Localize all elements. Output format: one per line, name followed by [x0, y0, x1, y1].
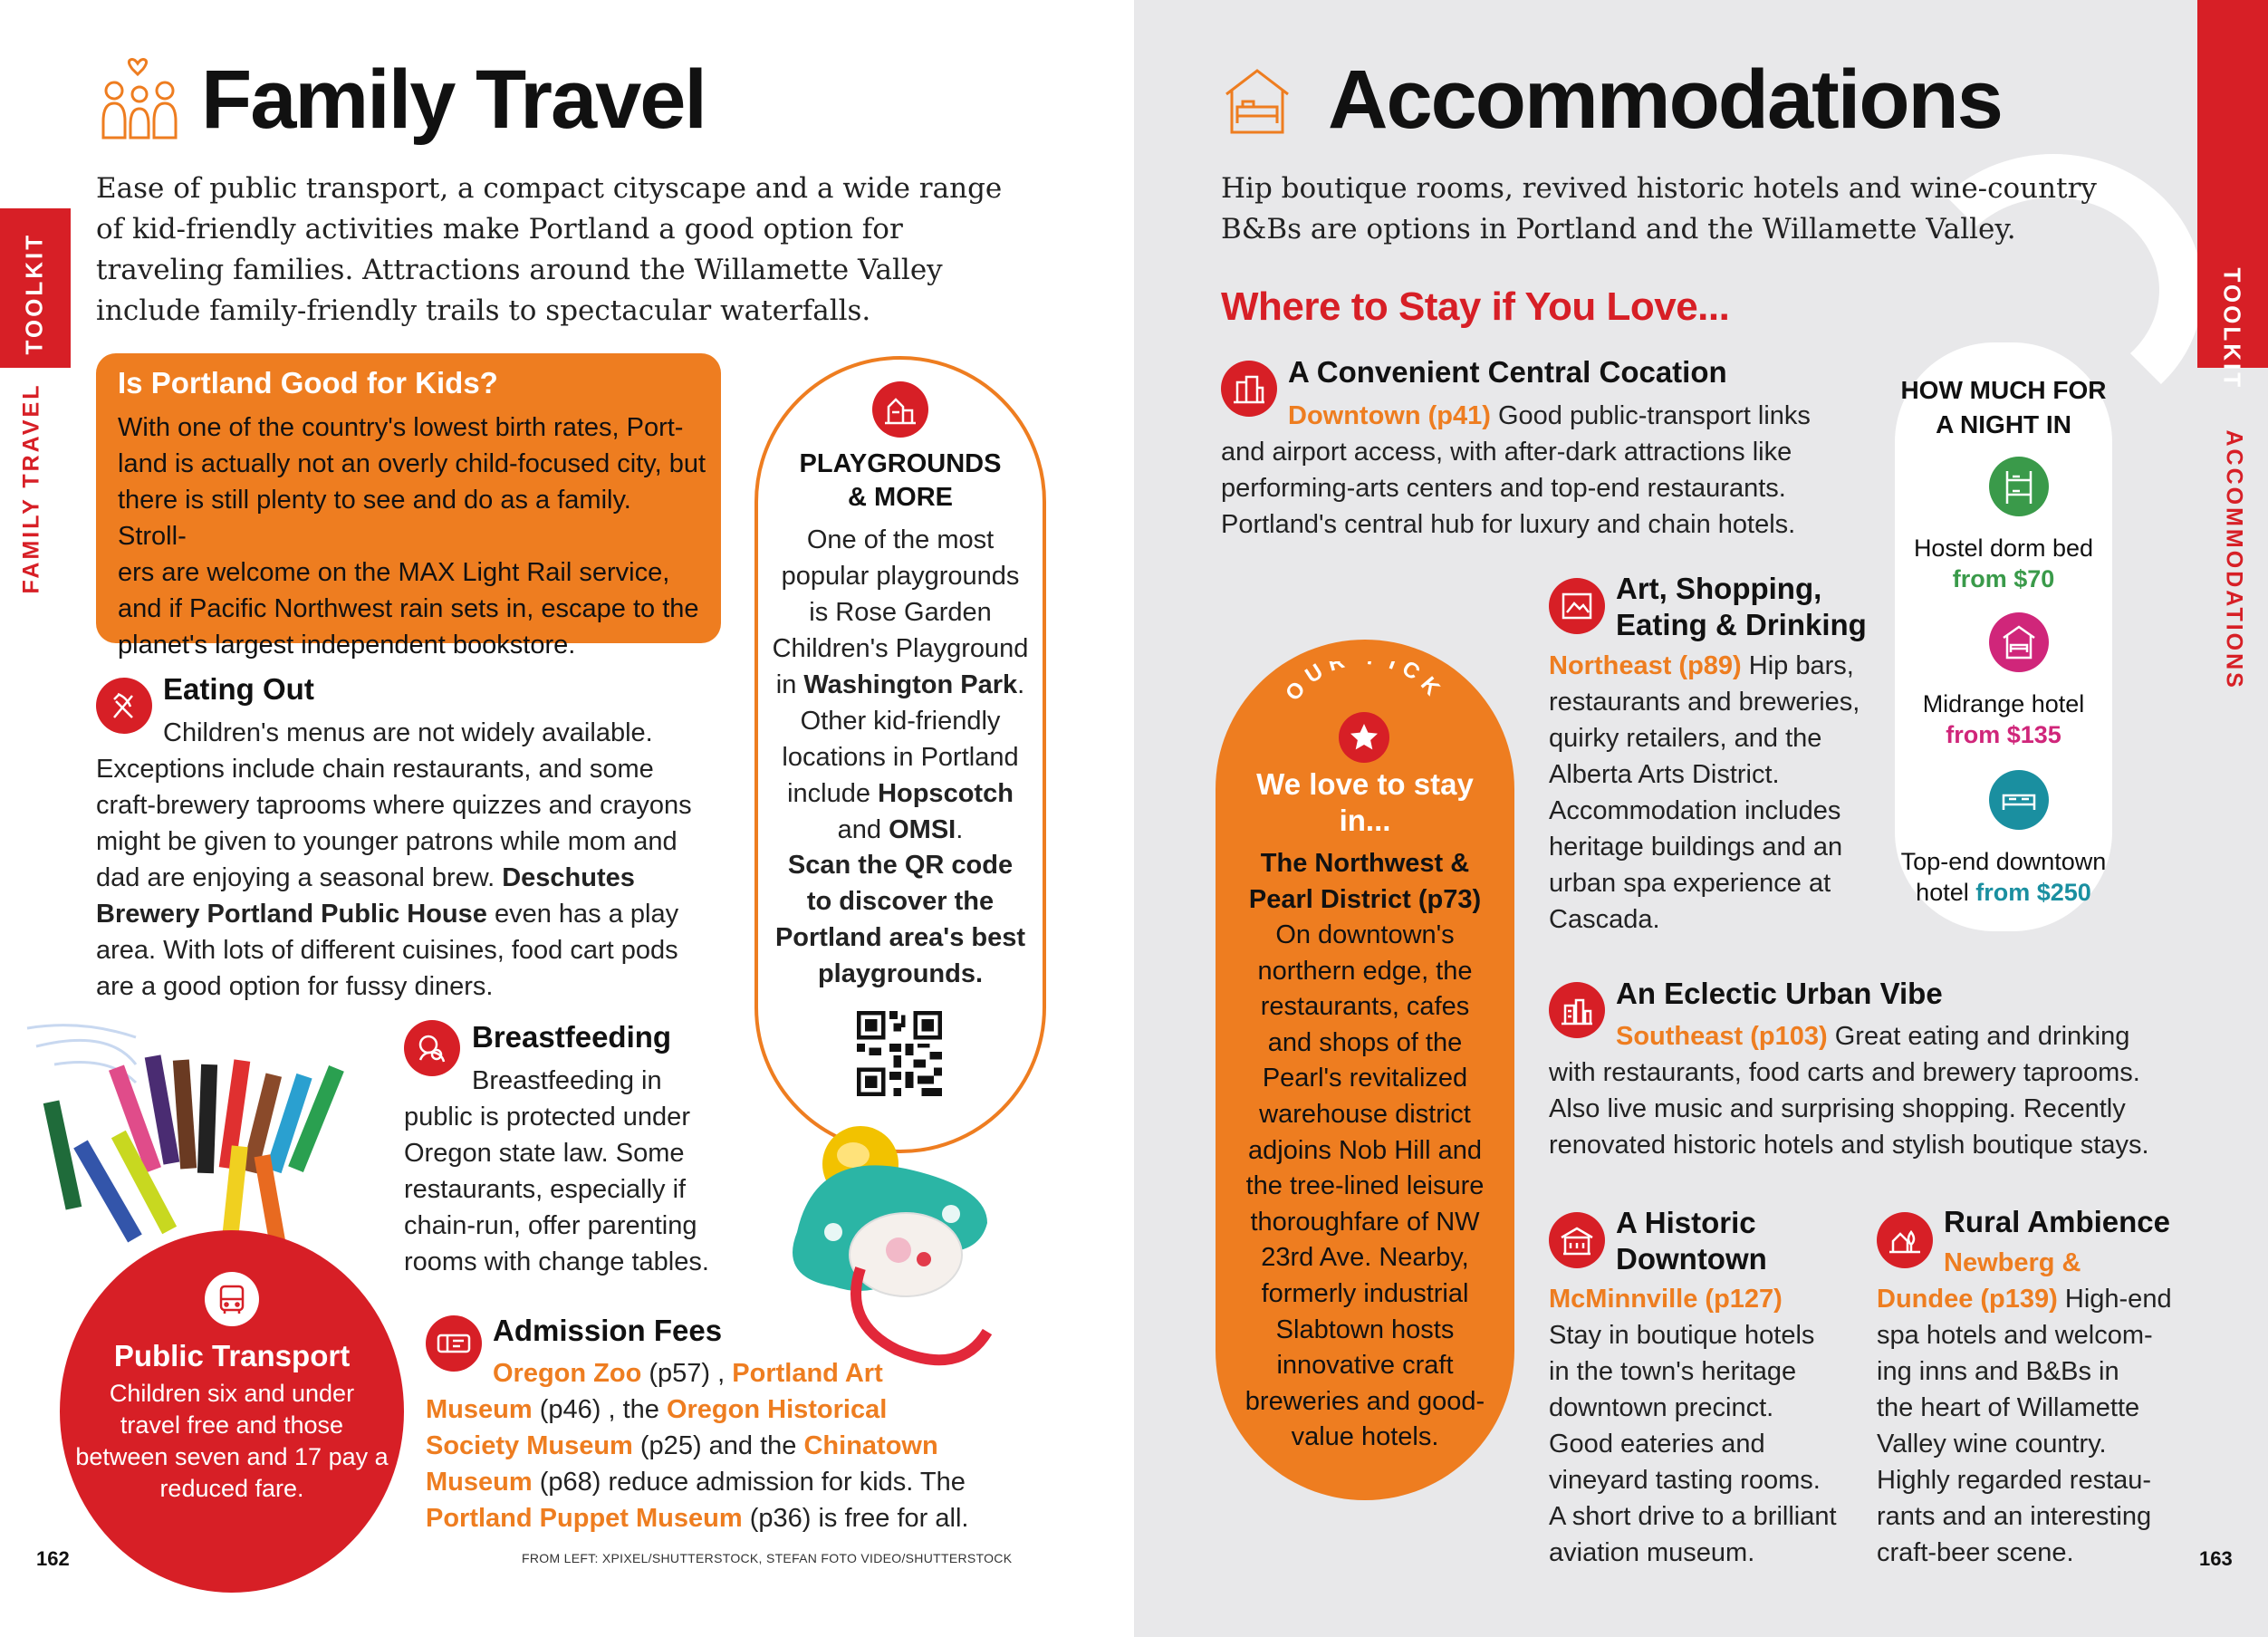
intro-paragraph: Ease of public transport, a compact cityscape and a wide range of kid-friendly activities make Portland a good option for traveling families. Attractions around the Willamette Valley include family-friendly trails to spectacular waterfalls. — [96, 172, 1003, 327]
top-end-label: Top-end downtown hotel from $250 — [1900, 848, 2107, 906]
toolkit-tab-label: TOOLKIT — [2218, 267, 2246, 390]
bus-icon — [205, 1272, 259, 1326]
admission-body: Oregon Zoo (p57) , Portland Art Museum (p46) , the Oregon Historical Society Museum (p25) and the Chinatown Museum (p68) reduce admission for kids. The Portland Puppet Museum (p36) is free for all. — [426, 1359, 969, 1533]
our-pick-love: We love to stay in... — [1256, 767, 1474, 837]
hostel-label: Hostel dorm bed — [1913, 534, 2094, 562]
rural-heading: Rural Ambience — [1944, 1205, 2171, 1238]
rural-body: Newberg & Dundee (p139) High-end spa hotels and welcom- ing inns and B&Bs in the heart of Willamette Valley wine country. Highly regarded restau- rants and an interesting craft-beer scene. — [1877, 1248, 2172, 1567]
historic-building-icon — [1549, 1212, 1605, 1268]
playground-icon — [872, 381, 928, 438]
toolkit-tab-label: TOOLKIT — [20, 232, 48, 355]
right-page — [1134, 0, 2268, 1637]
admission-heading: Admission Fees — [493, 1314, 723, 1347]
star-icon — [1339, 712, 1389, 763]
public-transport-body: Children six and under travel free and those between seven and 17 pay a reduced fare. — [75, 1380, 389, 1502]
art-body: Northeast (p89) Hip bars, restaurants and breweries, quirky retailers, and the Alberta Arts District. Accommodation includes heritage buildings and an urban spa experience at Cascada. — [1549, 651, 1860, 934]
our-pick-place: The Northwest & Pearl District (p73) — [1248, 849, 1482, 914]
historic-heading: A Historic Downtown — [1616, 1206, 1767, 1276]
family-icon — [94, 56, 185, 147]
kids-box-body: With one of the country's lowest birth rates, Port- land is actually not an overly child-focused city, but there is still plenty to see and do as a family. Stroll- ers are welcome on the MAX Light Rail service, and if Pacific Northwest rain sets in, escape to the planet's largest independent bookstore. — [118, 413, 706, 660]
art-icon — [1549, 578, 1605, 634]
section-tab-label: FAMILY TRAVEL — [18, 382, 44, 594]
section-tab-label: ACCOMMODATIONS — [2221, 429, 2247, 690]
breastfeeding-body: Breastfeeding in public is protected under Oregon state law. Some restaurants, especially if chain-run, offer parenting rooms with change tables. — [404, 1066, 709, 1276]
qr-code[interactable] — [857, 1011, 942, 1096]
page-number: 163 — [2199, 1547, 2233, 1570]
svg-text:OUR PICK: OUR ICK — [1281, 661, 1449, 706]
playgrounds-heading: PLAYGROUNDS & MORE — [799, 449, 1002, 512]
how-much-heading: HOW MUCH FOR A NIGHT IN — [1900, 376, 2107, 438]
central-body: Downtown (p41) Good public-transport links and airport access, with after-dark attractions like performing-arts centers and top-end restaurants. Portland's central hub for luxury and chain hotels. — [1221, 401, 1811, 539]
page-number: 162 — [36, 1547, 70, 1570]
intro-paragraph: Hip boutique rooms, revived historic hotels and wine-country B&Bs are options in Portland and the Willamette Valley. — [1221, 172, 2097, 246]
central-heading: A Convenient Central Cocation — [1288, 355, 1727, 389]
page-title: Accommodations — [1328, 53, 2002, 146]
eating-out-body: Children's menus are not widely available. Exceptions include chain restaurants, and some craft-brewery taprooms where quizzes and crayons might be given to younger patrons while mom and dad are enjoying a seasonal brew. Deschutes Brewery Portland Public House even has a play area. With lots of different cuisines, food cart pods are a good option for fussy diners. — [96, 718, 692, 1001]
midrange-label: Midrange hotel — [1922, 690, 2085, 717]
pacifier-image — [779, 1114, 1042, 1377]
eclectic-heading: An Eclectic Urban Vibe — [1616, 977, 1943, 1010]
historic-body: McMinnville (p127) Stay in boutique hotels in the town's heritage downtown precinct. Good eateries and vineyard tasting rooms. A short drive to a brilliant aviation museum. — [1549, 1285, 1837, 1567]
breastfeeding-heading: Breastfeeding — [472, 1020, 672, 1054]
playgrounds-body: One of the most popular playgrounds is Rose Garden Children's Playground in Washington Park. Other kid-friendly locations in Portland include Hopscotch and OMSI. — [772, 525, 1029, 844]
our-pick-body: On downtown's northern edge, the restaurants, cafes and shops of the Pearl's revitalized warehouse district adjoins Nob Hill and the tree-lined leisure thoroughfare of NW 23rd Ave. Nearby, formerly industrial Slabtown hosts innovative craft breweries and good- value hotels. — [1245, 920, 1485, 1452]
public-transport-heading: Public Transport — [113, 1339, 351, 1372]
bed-icon — [1219, 63, 1295, 140]
hostel-price: from $70 — [1952, 565, 2055, 592]
kids-box-heading: Is Portland Good for Kids? — [118, 366, 498, 400]
art-heading: Art, Shopping, Eating & Drinking — [1616, 572, 1867, 641]
midrange-hotel-icon — [1989, 612, 2049, 672]
bunk-bed-icon — [1989, 457, 2049, 516]
page-title: Family Travel — [201, 53, 706, 146]
eating-out-heading: Eating Out — [163, 672, 314, 706]
midrange-price: from $135 — [1946, 721, 2061, 748]
top-end-hotel-icon — [1989, 770, 2049, 830]
crayons-image — [18, 1010, 362, 1264]
where-to-stay-heading: Where to Stay if You Love... — [1221, 284, 1730, 329]
eclectic-body: Southeast (p103) Great eating and drinking with restaurants, food carts and brewery taprooms. Also live music and surprising shopping. Recently renovated historic hotels and stylish boutique stays. — [1549, 1022, 2149, 1160]
photo-credit: FROM LEFT: XPIXEL/SHUTTERSTOCK, STEFAN FOTO VIDEO/SHUTTERSTOCK — [522, 1551, 1013, 1565]
qr-cta: Scan the QR code to discover the Portland area's best playgrounds. — [774, 851, 1026, 988]
